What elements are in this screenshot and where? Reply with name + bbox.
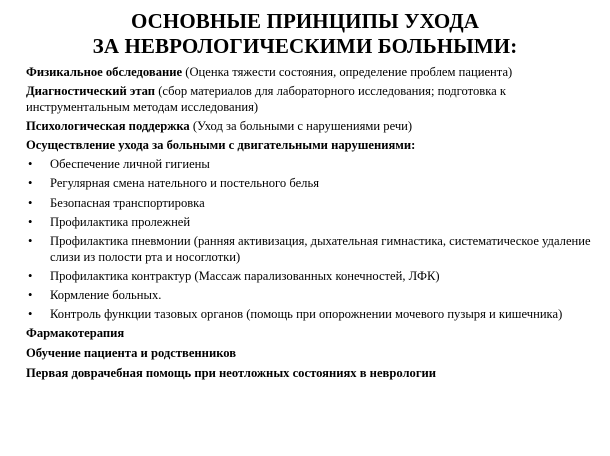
bullet-text: Регулярная смена нательного и постельного белья <box>50 176 320 191</box>
bullet-text: Профилактика контрактур (Массаж парализованных конечностей, ЛФК) <box>50 268 440 283</box>
bullet-item <box>26 176 592 192</box>
bullet-item <box>26 307 592 323</box>
bullet-icon: • <box>28 214 33 229</box>
bullet-text: Кормление больных. <box>50 287 162 302</box>
closing-first-aid: Первая доврачебная помощь при неотложных состояниях в неврологии <box>26 366 437 381</box>
paragraph-psych-support <box>26 119 592 135</box>
closing-education: Обучение пациента и родственников <box>26 346 237 361</box>
content-body <box>26 65 592 386</box>
paragraph-text: (Оценка тяжести состояния, определение проблем пациента) <box>182 65 513 79</box>
paragraph-heading: Психологическая поддержка <box>26 118 190 133</box>
bullet-text: Безопасная транспортировка <box>50 195 205 210</box>
bullet-item <box>26 215 592 231</box>
bullet-text: Профилактика пневмонии (ранняя активизация, дыхательная гимнастика, систематическое удаление слизи из полости рта и носоглотки) <box>50 234 591 264</box>
title-line-1: ОСНОВНЫЕ ПРИНЦИПЫ УХОДА <box>130 9 480 33</box>
bullet-text: Профилактика пролежней <box>50 214 191 229</box>
section-heading-motor-care: Осуществление ухода за больными с двигательными нарушениями: <box>26 138 416 153</box>
bullet-icon: • <box>28 268 33 283</box>
bullet-icon: • <box>28 287 33 302</box>
title-line-2: ЗА НЕВРОЛОГИЧЕСКИМИ БОЛЬНЫМИ: <box>92 34 518 58</box>
paragraph-heading: Диагностический этап <box>26 84 156 99</box>
bullet-icon: • <box>28 157 33 172</box>
bullet-icon: • <box>28 234 33 248</box>
bullet-text: Контроль функции тазовых органов (помощь при опорожнении мочевого пузыря и кишечника) <box>50 307 563 322</box>
paragraph-text: (Уход за больными с нарушениями речи) <box>189 118 413 133</box>
paragraph-text: (сбор материалов для лабораторного исследования; подготовка к инструментальным методам исследования) <box>26 84 507 114</box>
closing-pharmacotherapy: Фармакотерапия <box>26 326 125 341</box>
bullet-item <box>26 157 592 173</box>
bullet-text: Обеспечение личной гигиены <box>50 157 210 172</box>
bullet-item <box>26 196 592 212</box>
slide-title <box>0 9 610 59</box>
bullet-item <box>26 288 592 304</box>
paragraph-diagnostic-stage <box>26 84 592 115</box>
bullet-item <box>26 269 592 285</box>
paragraph-physical-exam <box>26 65 592 81</box>
bullet-icon: • <box>28 176 33 191</box>
bullet-icon: • <box>28 195 33 210</box>
bullet-icon: • <box>28 307 33 322</box>
paragraph-heading: Физикальное обследование <box>26 65 183 79</box>
bullet-item <box>26 234 592 265</box>
